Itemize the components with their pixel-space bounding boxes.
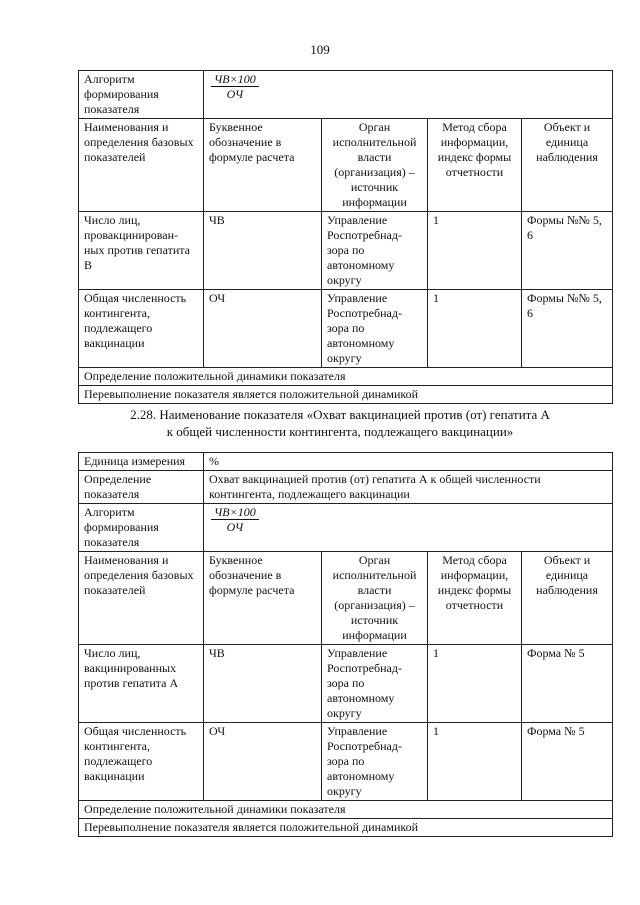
base-indicator-name: Число лиц, провакцинирован-ных против гепатита В	[79, 212, 204, 290]
letter-designation: ОЧ	[204, 290, 322, 368]
dynamics-text: Перевыполнение показателя является положительной динамикой	[79, 819, 613, 837]
observation-unit: Форма № 5	[522, 645, 613, 723]
section-title-line-2: к общей численности контингента, подлежащего вакцинации»	[166, 424, 514, 439]
header-row	[79, 119, 613, 212]
table-row	[79, 212, 613, 290]
header-cell: Объект и единица наблюдения	[522, 552, 613, 645]
information-source: Управление Роспотребнад-зора по автономному округу	[322, 290, 428, 368]
algorithm-row	[79, 71, 613, 119]
collection-method: 1	[428, 645, 522, 723]
table-row	[79, 645, 613, 723]
letter-designation: ЧВ	[204, 212, 322, 290]
formula-cell	[204, 504, 613, 552]
header-row	[79, 552, 613, 645]
dynamics-text: Перевыполнение показателя является положительной динамикой	[79, 386, 613, 404]
indicator-table-2	[78, 452, 613, 837]
section-heading	[60, 406, 620, 440]
header-cell: Наименования и определения базовых показателей	[79, 552, 204, 645]
dynamics-definition: Определение положительной динамики показателя	[79, 368, 613, 386]
observation-unit: Формы №№ 5, 6	[522, 290, 613, 368]
algorithm-label: Алгоритм формирования показателя	[79, 504, 204, 552]
dynamics-text-row	[79, 819, 613, 837]
header-cell: Метод сбора информации, индекс формы отчетности	[428, 552, 522, 645]
base-indicator-name: Общая численность контингента, подлежащего вакцинации	[79, 723, 204, 801]
page-number: 109	[310, 42, 330, 57]
table-row	[79, 290, 613, 368]
formula	[211, 505, 259, 534]
formula-numerator: ЧВ×100	[211, 72, 259, 87]
algorithm-row	[79, 504, 613, 552]
base-indicator-name: Общая численность контингента, подлежащего вакцинации	[79, 290, 204, 368]
letter-designation: ОЧ	[204, 723, 322, 801]
formula	[211, 72, 259, 101]
section-title-line-1: 2.28. Наименование показателя «Охват вакцинацией против (от) гепатита А	[130, 407, 550, 422]
dynamics-definition: Определение положительной динамики показателя	[79, 801, 613, 819]
header-cell: Орган исполнительной власти (организация) – источник информации	[322, 552, 428, 645]
header-cell: Буквенное обозначение в формуле расчета	[204, 552, 322, 645]
collection-method: 1	[428, 723, 522, 801]
header-cell: Наименования и определения базовых показателей	[79, 119, 204, 212]
collection-method: 1	[428, 290, 522, 368]
collection-method: 1	[428, 212, 522, 290]
base-indicator-name: Число лиц, вакцинированных против гепатита А	[79, 645, 204, 723]
unit-row	[79, 453, 613, 471]
information-source: Управление Роспотребнад-зора по автономному округу	[322, 645, 428, 723]
formula-cell	[204, 71, 613, 119]
header-cell: Метод сбора информации, индекс формы отчетности	[428, 119, 522, 212]
algorithm-label: Алгоритм формирования показателя	[79, 71, 204, 119]
observation-unit: Форма № 5	[522, 723, 613, 801]
header-cell: Объект и единица наблюдения	[522, 119, 613, 212]
definition-row	[79, 471, 613, 504]
definition-value: Охват вакцинацией против (от) гепатита А к общей численности контингента, подлежащего вакцинации	[204, 471, 613, 504]
formula-numerator: ЧВ×100	[211, 505, 259, 520]
header-cell: Буквенное обозначение в формуле расчета	[204, 119, 322, 212]
dynamics-text-row	[79, 386, 613, 404]
information-source: Управление Роспотребнад-зора по автономному округу	[322, 212, 428, 290]
unit-label: Единица измерения	[79, 453, 204, 471]
definition-label: Определение показателя	[79, 471, 204, 504]
dynamics-definition-row	[79, 801, 613, 819]
unit-value: %	[204, 453, 613, 471]
formula-denominator: ОЧ	[226, 520, 244, 534]
information-source: Управление Роспотребнад-зора по автономному округу	[322, 723, 428, 801]
dynamics-definition-row	[79, 368, 613, 386]
observation-unit: Формы №№ 5, 6	[522, 212, 613, 290]
table-row	[79, 723, 613, 801]
indicator-table-1	[78, 70, 613, 404]
letter-designation: ЧВ	[204, 645, 322, 723]
header-cell: Орган исполнительной власти (организация) – источник информации	[322, 119, 428, 212]
formula-denominator: ОЧ	[226, 87, 244, 101]
